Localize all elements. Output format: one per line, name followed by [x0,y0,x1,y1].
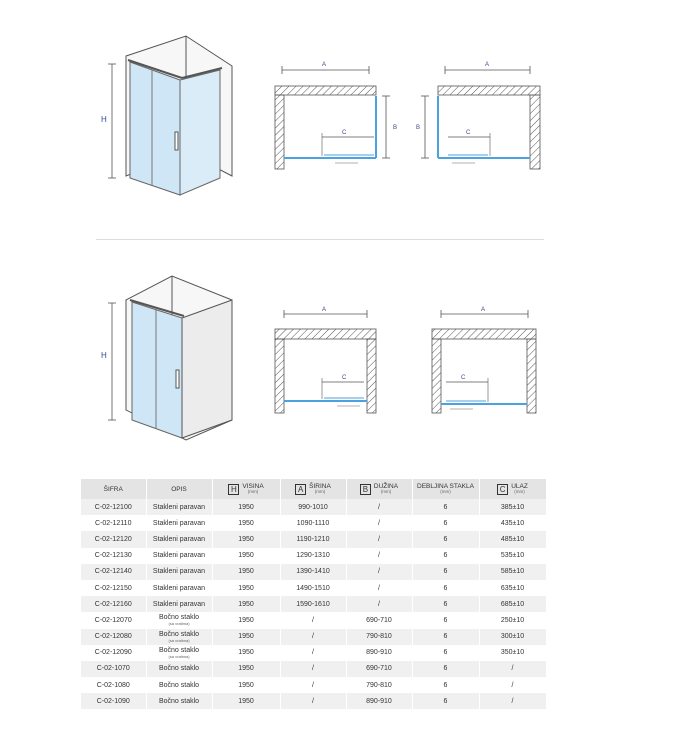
cell-length: 690-710 [346,612,412,628]
header-width-unit: (mm) [314,489,326,495]
width-label-plan-4: A [481,307,486,313]
header-length-label: DUŽINA [373,482,399,490]
cell-height: 1950 [212,693,280,709]
cell-entry: 385±10 [479,499,546,515]
cell-desc-sub: (sa vratima) [168,621,190,627]
cell-desc-text: Stakleni paravan [152,552,206,560]
cell-height: 1950 [212,580,280,596]
cell-desc [146,677,212,693]
cell-glass: 6 [412,645,479,661]
cell-desc-sub: (sa vratima) [168,637,190,643]
cell-glass: 6 [412,548,479,564]
header-entry-unit: (mm) [514,489,525,495]
table-row [81,629,546,645]
height-dimension-top [108,64,116,178]
length-badge: B [360,484,371,495]
cell-length: 690-710 [346,661,412,677]
cell-code: C-02-1070 [81,661,146,677]
cell-desc [146,531,212,547]
width-label-plan-3: A [322,307,327,313]
cell-code: C-02-12110 [81,515,146,531]
header-length [346,479,412,499]
cell-desc [146,693,212,709]
cell-length: 890-910 [346,693,412,709]
cell-code: C-02-12130 [81,548,146,564]
depth-label-plan-1: B [393,125,398,131]
cell-desc-text: Bočno staklo [158,614,200,622]
cell-glass: 6 [412,612,479,628]
cell-desc [146,564,212,580]
cell-height: 1950 [212,612,280,628]
header-glass [412,479,479,499]
cell-glass: 6 [412,693,479,709]
cell-desc-sub: (sa vratima) [168,653,190,659]
width-label-plan-1: A [322,62,327,68]
cell-glass: 6 [412,580,479,596]
cell-width: 1190-1210 [280,531,346,547]
cell-length: / [346,548,412,564]
cell-length: / [346,499,412,515]
cell-desc [146,596,212,612]
entry-label-plan-2: C [466,130,471,136]
cell-width: / [280,677,346,693]
table-row [81,645,546,661]
cell-entry: 300±10 [479,629,546,645]
header-width [280,479,346,499]
cell-code: C-02-12150 [81,580,146,596]
cell-glass: 6 [412,677,479,693]
header-glass-label: DEBLJINA STAKLA [417,482,474,490]
table-row [81,677,546,693]
plan-view-bottom-left [275,310,376,413]
entry-label-plan-3: C [342,375,347,381]
cell-code: C-02-12160 [81,596,146,612]
header-code: ŠIFRA [81,479,146,499]
cell-desc-text: Bočno staklo [158,697,200,705]
cell-code: C-02-12080 [81,629,146,645]
header-length-unit: (mm) [380,489,392,495]
cell-desc-text: Stakleni paravan [152,584,206,592]
cell-glass: 6 [412,515,479,531]
entry-badge: C [497,484,508,495]
cell-glass: 6 [412,661,479,677]
header-entry-label: ULAZ [511,482,528,490]
cell-desc-text: Bočno staklo [158,681,200,689]
header-desc: OPIS [146,479,212,499]
cell-code: C-02-1090 [81,693,146,709]
cell-width: / [280,612,346,628]
cell-length: / [346,580,412,596]
height-label-bottom: H [101,351,107,360]
table-row [81,596,546,612]
cell-entry: 685±10 [479,596,546,612]
cell-desc [146,580,212,596]
cell-desc-text: Bočno staklo [158,630,200,638]
cell-height: 1950 [212,548,280,564]
cell-desc [146,629,212,645]
height-badge: H [228,484,239,495]
cell-height: 1950 [212,499,280,515]
cell-glass: 6 [412,531,479,547]
table-row [81,499,546,515]
cell-desc [146,548,212,564]
table-body [81,499,546,709]
plan-view-top-left [275,66,390,169]
cell-length: / [346,515,412,531]
spec-table [81,479,547,709]
section-divider [96,239,544,240]
cell-entry: 485±10 [479,531,546,547]
cell-desc-text: Stakleni paravan [152,600,206,608]
cell-glass: 6 [412,564,479,580]
cell-desc [146,499,212,515]
entry-label-plan-1: C [342,130,347,136]
table-row [81,580,546,596]
height-dimension-bottom [108,303,116,420]
table-row [81,661,546,677]
cell-width: 1590-1610 [280,596,346,612]
cell-length: / [346,531,412,547]
cell-entry: 435±10 [479,515,546,531]
cell-length: 790-810 [346,677,412,693]
header-height-unit: (mm) [247,489,259,495]
table-row [81,548,546,564]
table-row [81,531,546,547]
cell-code: C-02-1080 [81,677,146,693]
cell-width: / [280,661,346,677]
cell-width: / [280,645,346,661]
table-row [81,612,546,628]
cell-length: / [346,564,412,580]
header-height [212,479,280,499]
cell-entry: 250±10 [479,612,546,628]
depth-label-plan-2: B [416,125,421,131]
table-row [81,693,546,709]
cell-desc [146,645,212,661]
header-height-label: VISINA [242,482,264,490]
table-header-row [81,479,546,499]
cell-height: 1950 [212,515,280,531]
cell-code: C-02-12090 [81,645,146,661]
cell-height: 1950 [212,677,280,693]
cell-code: C-02-12070 [81,612,146,628]
cell-desc [146,612,212,628]
table-row [81,564,546,580]
header-entry [479,479,546,499]
cell-height: 1950 [212,531,280,547]
cell-desc-text: Stakleni paravan [152,535,206,543]
cell-desc-text: Stakleni paravan [152,568,206,576]
cell-desc [146,515,212,531]
cell-desc-text: Bočno staklo [158,665,200,673]
cell-length: 790-810 [346,629,412,645]
entry-label-plan-4: C [461,375,466,381]
cell-entry: 585±10 [479,564,546,580]
cell-entry: 350±10 [479,645,546,661]
enclosure-3d-niche [126,276,232,440]
cell-width: / [280,693,346,709]
cell-width: 990-1010 [280,499,346,515]
cell-width: / [280,629,346,645]
cell-entry: 635±10 [479,580,546,596]
cell-code: C-02-12140 [81,564,146,580]
cell-height: 1950 [212,596,280,612]
plan-view-bottom-right [432,310,536,413]
cell-entry: / [479,693,546,709]
cell-width: 1290-1310 [280,548,346,564]
cell-width: 1390-1410 [280,564,346,580]
plan-view-top-right [421,66,540,169]
cell-width: 1490-1510 [280,580,346,596]
cell-code: C-02-12120 [81,531,146,547]
enclosure-3d-corner [126,36,232,195]
cell-height: 1950 [212,661,280,677]
cell-entry: / [479,661,546,677]
cell-desc-text: Stakleni paravan [152,519,206,527]
height-label-top: H [101,115,107,124]
header-glass-unit: (mm) [440,489,451,495]
cell-glass: 6 [412,596,479,612]
cell-desc-text: Stakleni paravan [152,503,206,511]
cell-desc-text: Bočno staklo [158,646,200,654]
width-label-plan-2: A [485,62,490,68]
cell-height: 1950 [212,645,280,661]
table-row [81,515,546,531]
width-badge: A [295,484,306,495]
cell-glass: 6 [412,629,479,645]
cell-height: 1950 [212,564,280,580]
header-width-label: ŠIRINA [309,482,331,490]
cell-length: / [346,596,412,612]
cell-entry: 535±10 [479,548,546,564]
cell-entry: / [479,677,546,693]
cell-glass: 6 [412,499,479,515]
cell-width: 1090-1110 [280,515,346,531]
cell-desc [146,661,212,677]
cell-code: C-02-12100 [81,499,146,515]
cell-length: 890-910 [346,645,412,661]
cell-height: 1950 [212,629,280,645]
